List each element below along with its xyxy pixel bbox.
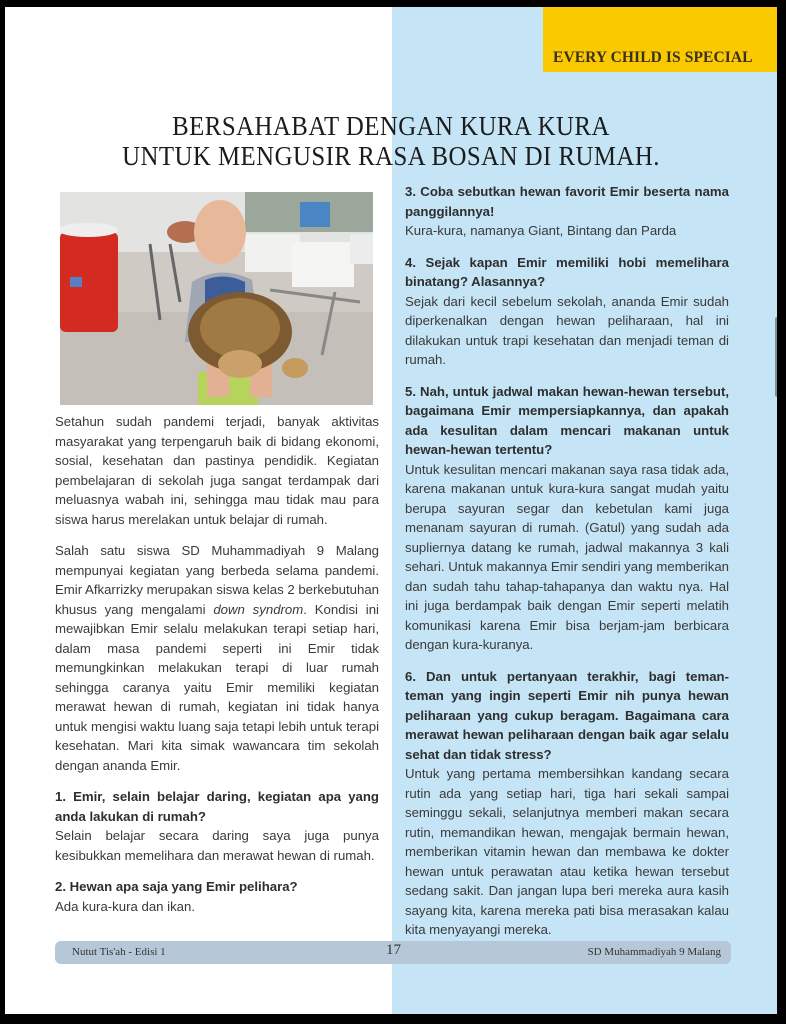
question-5: 5. Nah, untuk jadwal makan hewan-hewan tersebut, bagaimana Emir mempersiapkannya, dan apakah ada kesulitan dalam mencari makanan untuk hewan-hewan tertentu? [405, 383, 729, 457]
question-4: 4. Sejak kapan Emir memiliki hobi memelihara binatang? Alasannya? [405, 254, 729, 289]
question-1: 1. Emir, selain belajar daring, kegiatan apa yang anda lakukan di rumah? [55, 789, 379, 824]
magazine-page [5, 7, 777, 1014]
footer-school: SD Muhammadiyah 9 Malang [587, 946, 721, 958]
page-number: 17 [386, 942, 401, 958]
answer-6: Untuk yang pertama membersihkan kandang secara rutin ada yang setiap hari, tiga hari sekali sampai seminggu sekali, selanjutnya memberi makan secara rutin, memandikan hewan, mengajak bermain hewan, memberikan vitamin hewan dan membawa ke dokter hewan untuk perawatan atau ketika hewan tersebut sedang sakit. Dan jangan lupa beri mereka aura kasih sayang kita, karena mereka pati bisa merasakan kalau kita menyayangi mereka. [405, 766, 729, 937]
footer-publication: Nutut Tis'ah - Edisi 1 [72, 946, 166, 958]
boy-with-tortoise-image [60, 192, 373, 405]
section-banner [543, 7, 777, 72]
right-column [405, 182, 729, 940]
question-3: 3. Coba sebutkan hewan favorit Emir beserta nama panggilannya! [405, 184, 729, 219]
answer-1: Selain belajar secara daring saya juga punya kesibukkan memelihara dan merawat hewan di rumah. [55, 828, 379, 863]
context-paragraph: Salah satu siswa SD Muhammadiyah 9 Malang mempunyai kegiatan yang berbeda selama pandemi. Emir Afkarrizky merupakan siswa kelas 2 berkebutuhan khusus yang mengalami down syndrom. Kondisi ini mewajibkan Emir selalu melakukan terapi setiap hari, dalam masa pandemi seperti ini Emir tidak memungkinkan melakukan terapi di luar rumah sehingga caranya yaitu Emir memiliki kegiatan merawat hewan di rumah, kegiatan ini tidak hanya untuk mengisi waktu luang saja tetapi lebih untuk terapi kesehatan. Mari kita simak wawancara tim sekolah dengan ananda Emir. [55, 543, 379, 773]
article-title-line1: BERSAHABAT DENGAN KURA KURA [172, 111, 610, 141]
page-footer [55, 941, 731, 964]
question-6: 6. Dan untuk pertanyaan terakhir, bagi teman-teman yang ingin seperti Emir nih punya hewan peliharaan yang cukup beragam. Bagaimana cara merawat hewan peliharaan dengan baik agar selalu sehat dan tidak stress? [405, 668, 729, 762]
intro-paragraph: Setahun sudah pandemi terjadi, banyak aktivitas masyarakat yang terpengaruh baik di bidang ekonomi, sosial, kesehatan dan pastinya pendidik. Kegiatan pembelajaran di sekolah juga sangat terdampak dari meluasnya wabah ini, sehingga mau tidak mau para siswa harus merelakan untuk belajar di rumah. [55, 414, 379, 527]
scrollbar-thumb[interactable] [775, 317, 777, 397]
answer-4: Sejak dari kecil sebelum sekolah, ananda Emir sudah diperkenalkan dengan hewan peliharaan, hal ini dilakukan untuk trapi kesehatan dan menjadi teman di rumah. [405, 293, 729, 367]
article-title-line2: UNTUK MENGUSIR RASA BOSAN DI RUMAH. [122, 141, 660, 171]
article-photo [60, 192, 373, 405]
left-column [55, 412, 379, 916]
answer-3: Kura-kura, namanya Giant, Bintang dan Parda [405, 223, 677, 238]
question-2: 2. Hewan apa saja yang Emir pelihara? [55, 879, 298, 894]
answer-2: Ada kura-kura dan ikan. [55, 898, 196, 914]
answer-5: Untuk kesulitan mencari makanan saya rasa tidak ada, karena makanan untuk kura-kura sangat mudah yaitu berupa sayuran segar dan kebetulan kami juga menanam sayuran di rumah. (Gatul) yang sudah ada supliernya datang ke rumah, jadwal makannya 3 kali sehari. Untuk makannya Emir sendiri yang memberikan dan sudah tahu tahap-tahapanya dan waktu nya. Hal ini juga berdampak baik dengan Emir seperti melatih komunikasi karena Emir bisa berjam-jam berbicara dengan kura-kuranya. [405, 461, 729, 652]
banner-label: EVERY CHILD IS SPECIAL [553, 49, 753, 66]
